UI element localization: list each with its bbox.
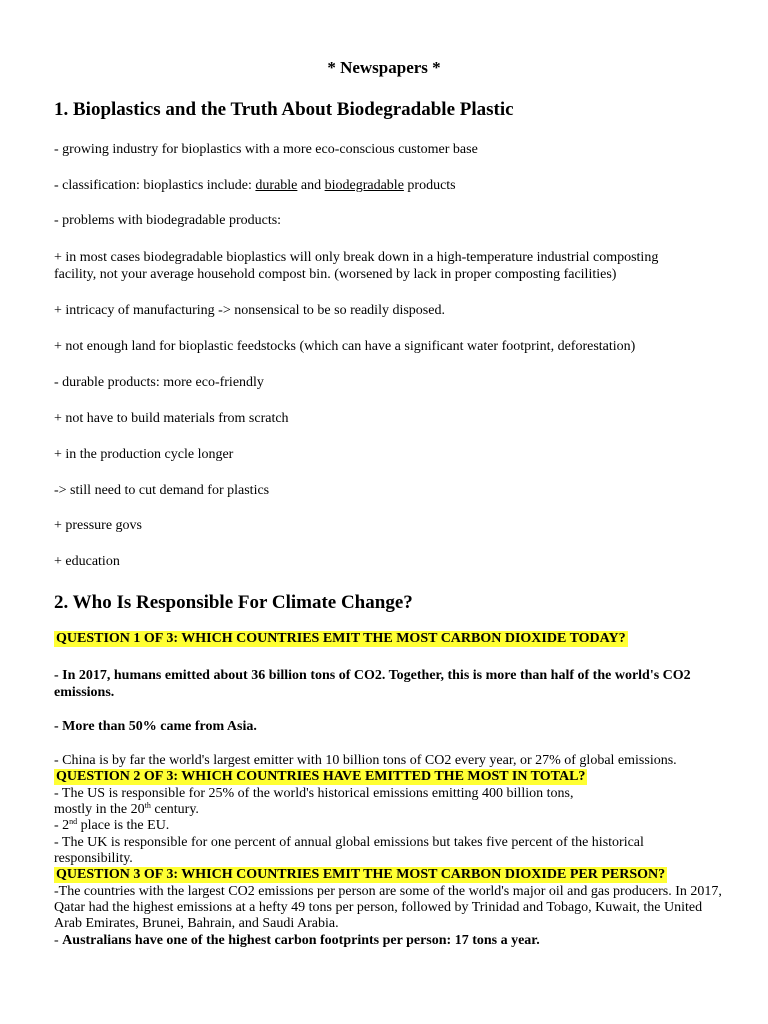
section1-line-pressure: + pressure govs (54, 518, 142, 533)
q2-answer-2-suffix: place is the EU. (77, 818, 170, 833)
section1-line-composting-2: facility, not your average household compost bin. (worsened by lack in proper composting facilities) (54, 267, 617, 282)
classification-prefix: - classification: bioplastics include: (54, 178, 256, 193)
section1-line-durable-products: - durable products: more eco-friendly (54, 375, 264, 390)
q1-answer-2: - More than 50% came from Asia. (54, 719, 257, 734)
section1-line-customer-base: - growing industry for bioplastics with a more eco-conscious customer base (54, 142, 478, 157)
q2-answer-1-line-1: - The US is responsible for 25% of the world's historical emissions emitting 400 billion tons, (54, 786, 574, 801)
question-2-text: QUESTION 2 OF 3: WHICH COUNTRIES HAVE EMITTED THE MOST IN TOTAL? (56, 769, 586, 784)
section1-line-cycle: + in the production cycle longer (54, 447, 234, 462)
q3-answer-1-line-3: Arab Emirates, Brunei, Bahrain, and Saudi Arabia. (54, 916, 339, 931)
q2-answer-2 (54, 817, 169, 834)
q1-answer-3: - China is by far the world's largest emitter with 10 billion tons of CO2 every year, or 27% of global emissions. (54, 753, 677, 768)
classification-biodegradable: biodegradable (324, 178, 404, 193)
section1-line-demand: -> still need to cut demand for plastics (54, 483, 270, 498)
q2-answer-1-prefix: mostly in the 20 (54, 802, 145, 817)
q2-answer-1-sup: th (144, 801, 151, 810)
q3-answer-1-line-1: -The countries with the largest CO2 emissions per person are some of the world's major oil and gas producers. In 2017, (54, 884, 722, 899)
q3-answer-2 (54, 932, 540, 949)
q1-answer-1-line-2: emissions. (54, 685, 115, 700)
classification-durable: durable (255, 178, 298, 193)
q2-answer-1-line-2 (54, 801, 199, 818)
q3-answer-2-bold: Australians have one of the highest carbon footprints per person: 17 tons a year. (62, 933, 540, 948)
q2-answer-2-prefix: - 2 (54, 818, 70, 833)
section1-line-land: + not enough land for bioplastic feedstocks (which can have a significant water footprint, deforestation) (54, 339, 636, 354)
section1-line-problems: - problems with biodegradable products: (54, 213, 282, 228)
document-title: * Newspapers * (327, 58, 441, 77)
section1-line-scratch: + not have to build materials from scratch (54, 411, 289, 426)
question-1 (54, 630, 628, 647)
q2-answer-3-line-2: responsibility. (54, 851, 133, 866)
section1-line-education: + education (54, 554, 120, 569)
q3-answer-2-prefix: - (54, 933, 63, 948)
q2-answer-3-line-1: - The UK is responsible for one percent of annual global emissions but takes five percent of the historical (54, 835, 644, 850)
classification-and: and (297, 178, 325, 193)
question-3 (54, 866, 667, 883)
section1-line-classification (54, 177, 456, 194)
classification-suffix: products (403, 178, 456, 193)
question-3-text: QUESTION 3 OF 3: WHICH COUNTRIES EMIT THE MOST CARBON DIOXIDE PER PERSON? (56, 867, 666, 882)
section2-heading: 2. Who Is Responsible For Climate Change? (54, 592, 413, 613)
question-2 (54, 768, 587, 785)
section1-heading: 1. Bioplastics and the Truth About Biodegradable Plastic (54, 99, 514, 120)
q2-answer-2-sup: nd (69, 817, 78, 826)
question-1-text: QUESTION 1 OF 3: WHICH COUNTRIES EMIT THE MOST CARBON DIOXIDE TODAY? (56, 631, 626, 646)
section1-line-manufacturing: + intricacy of manufacturing -> nonsensical to be so readily disposed. (54, 303, 445, 318)
q3-answer-1-line-2: Qatar had the highest emissions at a hefty 49 tons per person, followed by Trinidad and Tobago, Kuwait, the United (54, 900, 703, 915)
section1-line-composting-1: + in most cases biodegradable bioplastics will only break down in a high-temperature industrial composting (54, 250, 659, 265)
q2-answer-1-suffix: century. (150, 802, 199, 817)
q1-answer-1-line-1: - In 2017, humans emitted about 36 billion tons of CO2. Together, this is more than half of the world's CO2 (54, 668, 691, 683)
